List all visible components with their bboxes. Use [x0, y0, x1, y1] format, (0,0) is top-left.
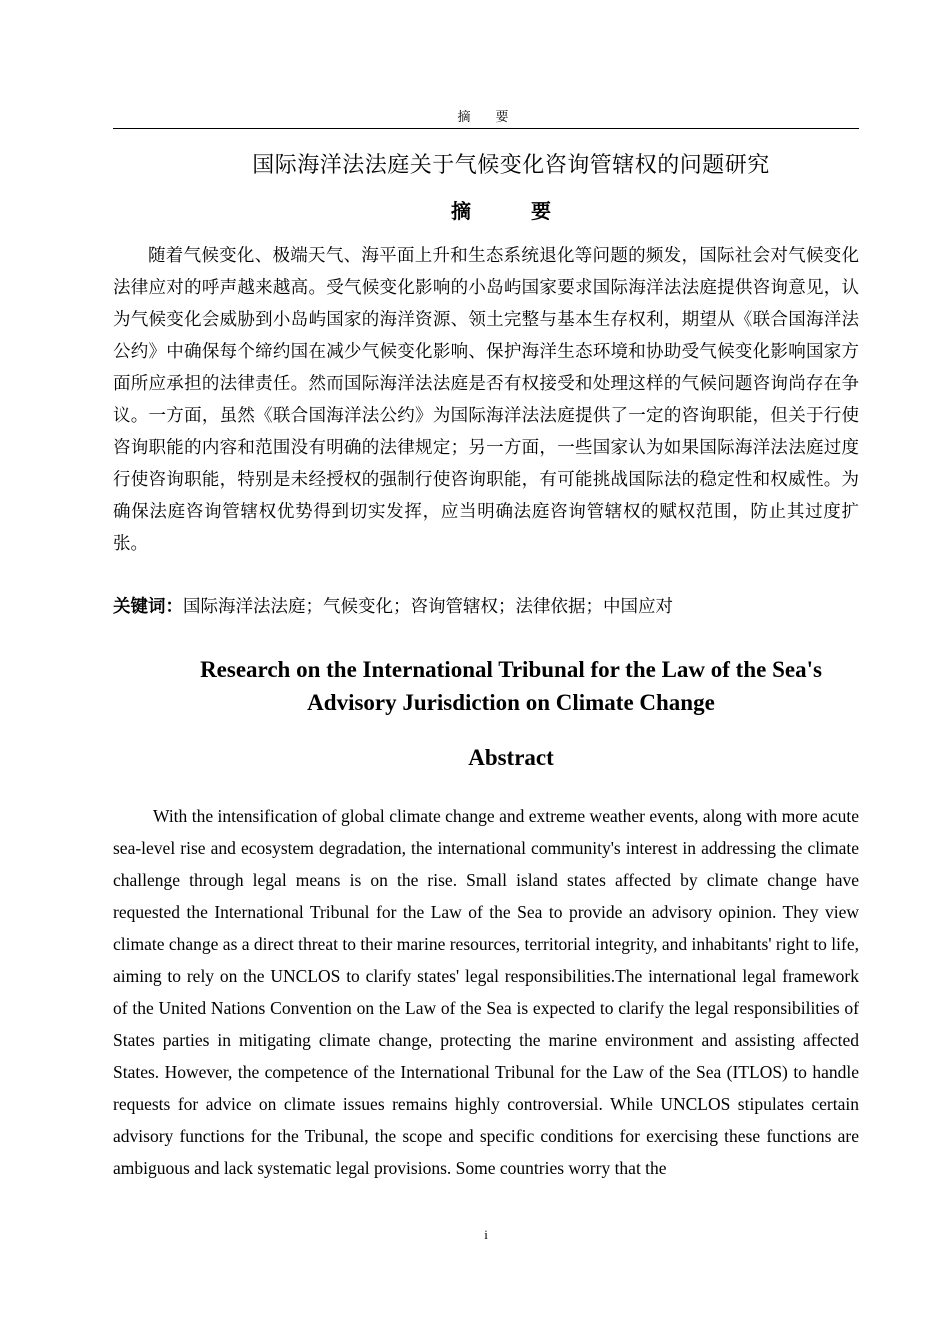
chinese-title: 国际海洋法法庭关于气候变化咨询管辖权的问题研究 [252, 153, 770, 178]
chinese-abstract-body: 随着气候变化、极端天气、海平面上升和生态系统退化等问题的频发，国际社会对气候变化法律应对的呼声越来越高。受气候变化影响的小岛屿国家要求国际海洋法法庭提供咨询意见，认为气候变化会威胁到小岛屿国家的海洋资源、领土完整与基本生存权利，期望从《联合国海洋法公约》中确保每个缔约国在减少气候变化影响、保护海洋生态环境和协助受气候变化影响国家方面所应承担的法律责任。然而国际海洋法法庭是否有权接受和处理这样的气候问题咨询尚存在争议。一方面，虽然《联合国海洋法公约》为国际海洋法法庭提供了一定的咨询职能，但关于行使咨询职能的内容和范围没有明确的法律规定；另一方面，一些国家认为如果国际海洋法法庭过度行使咨询职能，特别是未经授权的强制行使咨询职能，有可能挑战国际法的稳定性和权威性。为确保法庭咨询管辖权优势得到切实发挥，应当明确法庭咨询管辖权的赋权范围，防止其过度扩张。 [113, 246, 859, 554]
chinese-abstract-heading: 摘 要 [451, 199, 571, 223]
english-title [113, 653, 909, 719]
english-title-line-2: Advisory Jurisdiction on Climate Change [307, 690, 715, 715]
english-title-line-1: Research on the International Tribunal for the Law of the Sea's [200, 657, 822, 682]
running-header: 摘 要 [457, 109, 515, 124]
header-rule [113, 128, 859, 129]
english-abstract-heading: Abstract [468, 745, 554, 770]
keywords-label: 关键词： [113, 597, 183, 617]
chinese-keywords [113, 593, 859, 621]
keywords-list: 国际海洋法法庭；气候变化；咨询管辖权；法律依据；中国应对 [183, 597, 673, 617]
page-number: i [484, 1227, 488, 1242]
english-abstract-body: With the intensification of global climate change and extreme weather events, along with more acute sea-level rise and ecosystem degradation, the international community's interest in addressing the climate challenge through legal means is on the rise. Small island states affected by climate change have requested the International Tribunal for the Law of the Sea to provide an advisory opinion. They view climate change as a direct threat to their marine resources, territorial integrity, and inhabitants' right to life, aiming to rely on the UNCLOS to clarify states' legal responsibilities.The international legal framework of the United Nations Convention on the Law of the Sea is expected to clarify the legal responsibilities of States parties in mitigating climate change, protecting the marine environment and assisting affected States. However, the competence of the International Tribunal for the Law of the Sea (ITLOS) to handle requests for advice on climate issues remains highly controversial. While UNCLOS stipulates certain advisory functions for the Tribunal, the scope and specific conditions for exercising these functions are ambiguous and lack systematic legal provisions. Some countries worry that the [113, 806, 859, 1178]
